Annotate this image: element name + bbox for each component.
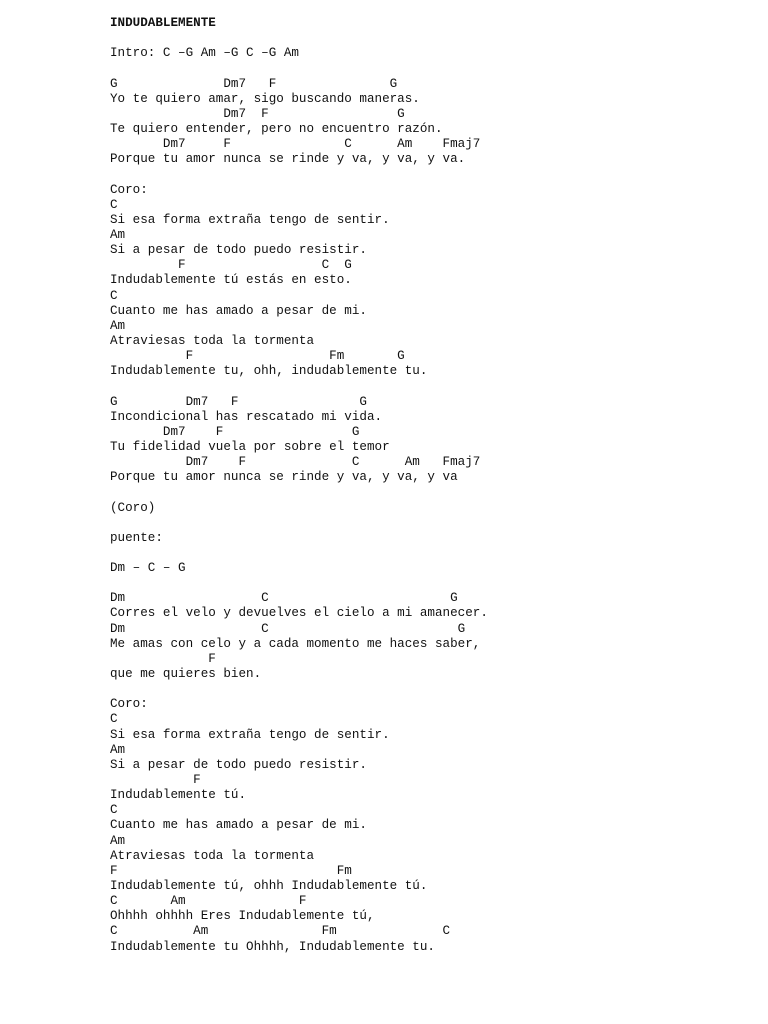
- song-line: Dm7 F G: [110, 424, 360, 439]
- song-line: F: [110, 773, 201, 788]
- song-line: C Am Fm C: [110, 924, 451, 939]
- song-line: [110, 516, 750, 531]
- song-line: Porque tu amor nunca se rinde y va, y va, y va.: [110, 152, 466, 167]
- song-line: Dm7 F C Am Fmaj7: [110, 137, 481, 152]
- song-line: Si esa forma extraña tengo de sentir.: [110, 212, 390, 227]
- song-line: Ohhhh ohhhh Eres Indudablemente tú,: [110, 909, 375, 924]
- song-line: F C G: [110, 258, 352, 273]
- song-line: [110, 485, 750, 500]
- song-line: [110, 31, 750, 46]
- song-line: Te quiero entender, pero no encuentro razón.: [110, 121, 443, 136]
- song-line: [110, 576, 750, 591]
- song-title: INDUDABLEMENTE: [110, 16, 216, 30]
- song-line: Dm C G: [110, 621, 466, 636]
- song-sheet: [110, 16, 750, 955]
- lyrics-and-chords: [110, 31, 750, 955]
- song-line: Dm7 F G: [110, 106, 405, 121]
- song-line: [110, 682, 750, 697]
- song-line: Dm C G: [110, 591, 458, 606]
- song-line: Indudablemente tu, ohh, indudablemente tu.: [110, 364, 428, 379]
- song-line: Indudablemente tú, ohhh Indudablemente tú.: [110, 879, 428, 894]
- song-line: Dm – C – G: [110, 561, 186, 576]
- song-line: [110, 167, 750, 182]
- song-line: (Coro): [110, 500, 156, 515]
- song-line: Indudablemente tú estás en esto.: [110, 273, 352, 288]
- song-line: Intro: C –G Am –G C –G Am: [110, 46, 299, 61]
- song-line: G Dm7 F G: [110, 394, 367, 409]
- song-line: Tu fidelidad vuela por sobre el temor: [110, 439, 390, 454]
- song-line: [110, 546, 750, 561]
- song-line: F: [110, 651, 216, 666]
- song-line: F Fm G: [110, 349, 405, 364]
- song-line: Si a pesar de todo puedo resistir.: [110, 243, 367, 258]
- song-line: Si a pesar de todo puedo resistir.: [110, 757, 367, 772]
- song-line: F Fm: [110, 863, 352, 878]
- song-line: Indudablemente tu Ohhhh, Indudablemente tu.: [110, 939, 435, 954]
- song-line: Cuanto me has amado a pesar de mi.: [110, 818, 367, 833]
- song-line: Porque tu amor nunca se rinde y va, y va, y va: [110, 470, 458, 485]
- song-line: Incondicional has rescatado mi vida.: [110, 409, 383, 424]
- song-line: Am: [110, 742, 126, 757]
- song-line: Si esa forma extraña tengo de sentir.: [110, 727, 390, 742]
- song-line: Dm7 F C Am Fmaj7: [110, 455, 481, 470]
- song-line: Am: [110, 227, 126, 242]
- song-line: Indudablemente tú.: [110, 788, 247, 803]
- song-line: Coro:: [110, 697, 148, 712]
- song-line: C: [110, 197, 118, 212]
- song-line: C: [110, 712, 118, 727]
- song-line: Corres el velo y devuelves el cielo a mi amanecer.: [110, 606, 488, 621]
- song-line: Me amas con celo y a cada momento me haces saber,: [110, 636, 481, 651]
- song-line: Am: [110, 318, 126, 333]
- song-line: Atraviesas toda la tormenta: [110, 333, 315, 348]
- song-line: C: [110, 803, 118, 818]
- song-line: Cuanto me has amado a pesar de mi.: [110, 303, 367, 318]
- song-line: que me quieres bien.: [110, 667, 262, 682]
- song-line: [110, 61, 750, 76]
- song-line: C: [110, 288, 118, 303]
- song-line: [110, 379, 750, 394]
- song-line: Yo te quiero amar, sigo buscando maneras.: [110, 91, 420, 106]
- song-line: G Dm7 F G: [110, 76, 398, 91]
- song-line: C Am F: [110, 894, 307, 909]
- song-line: Atraviesas toda la tormenta: [110, 848, 315, 863]
- song-line: Am: [110, 833, 126, 848]
- song-line: puente:: [110, 530, 163, 545]
- song-line: Coro:: [110, 182, 148, 197]
